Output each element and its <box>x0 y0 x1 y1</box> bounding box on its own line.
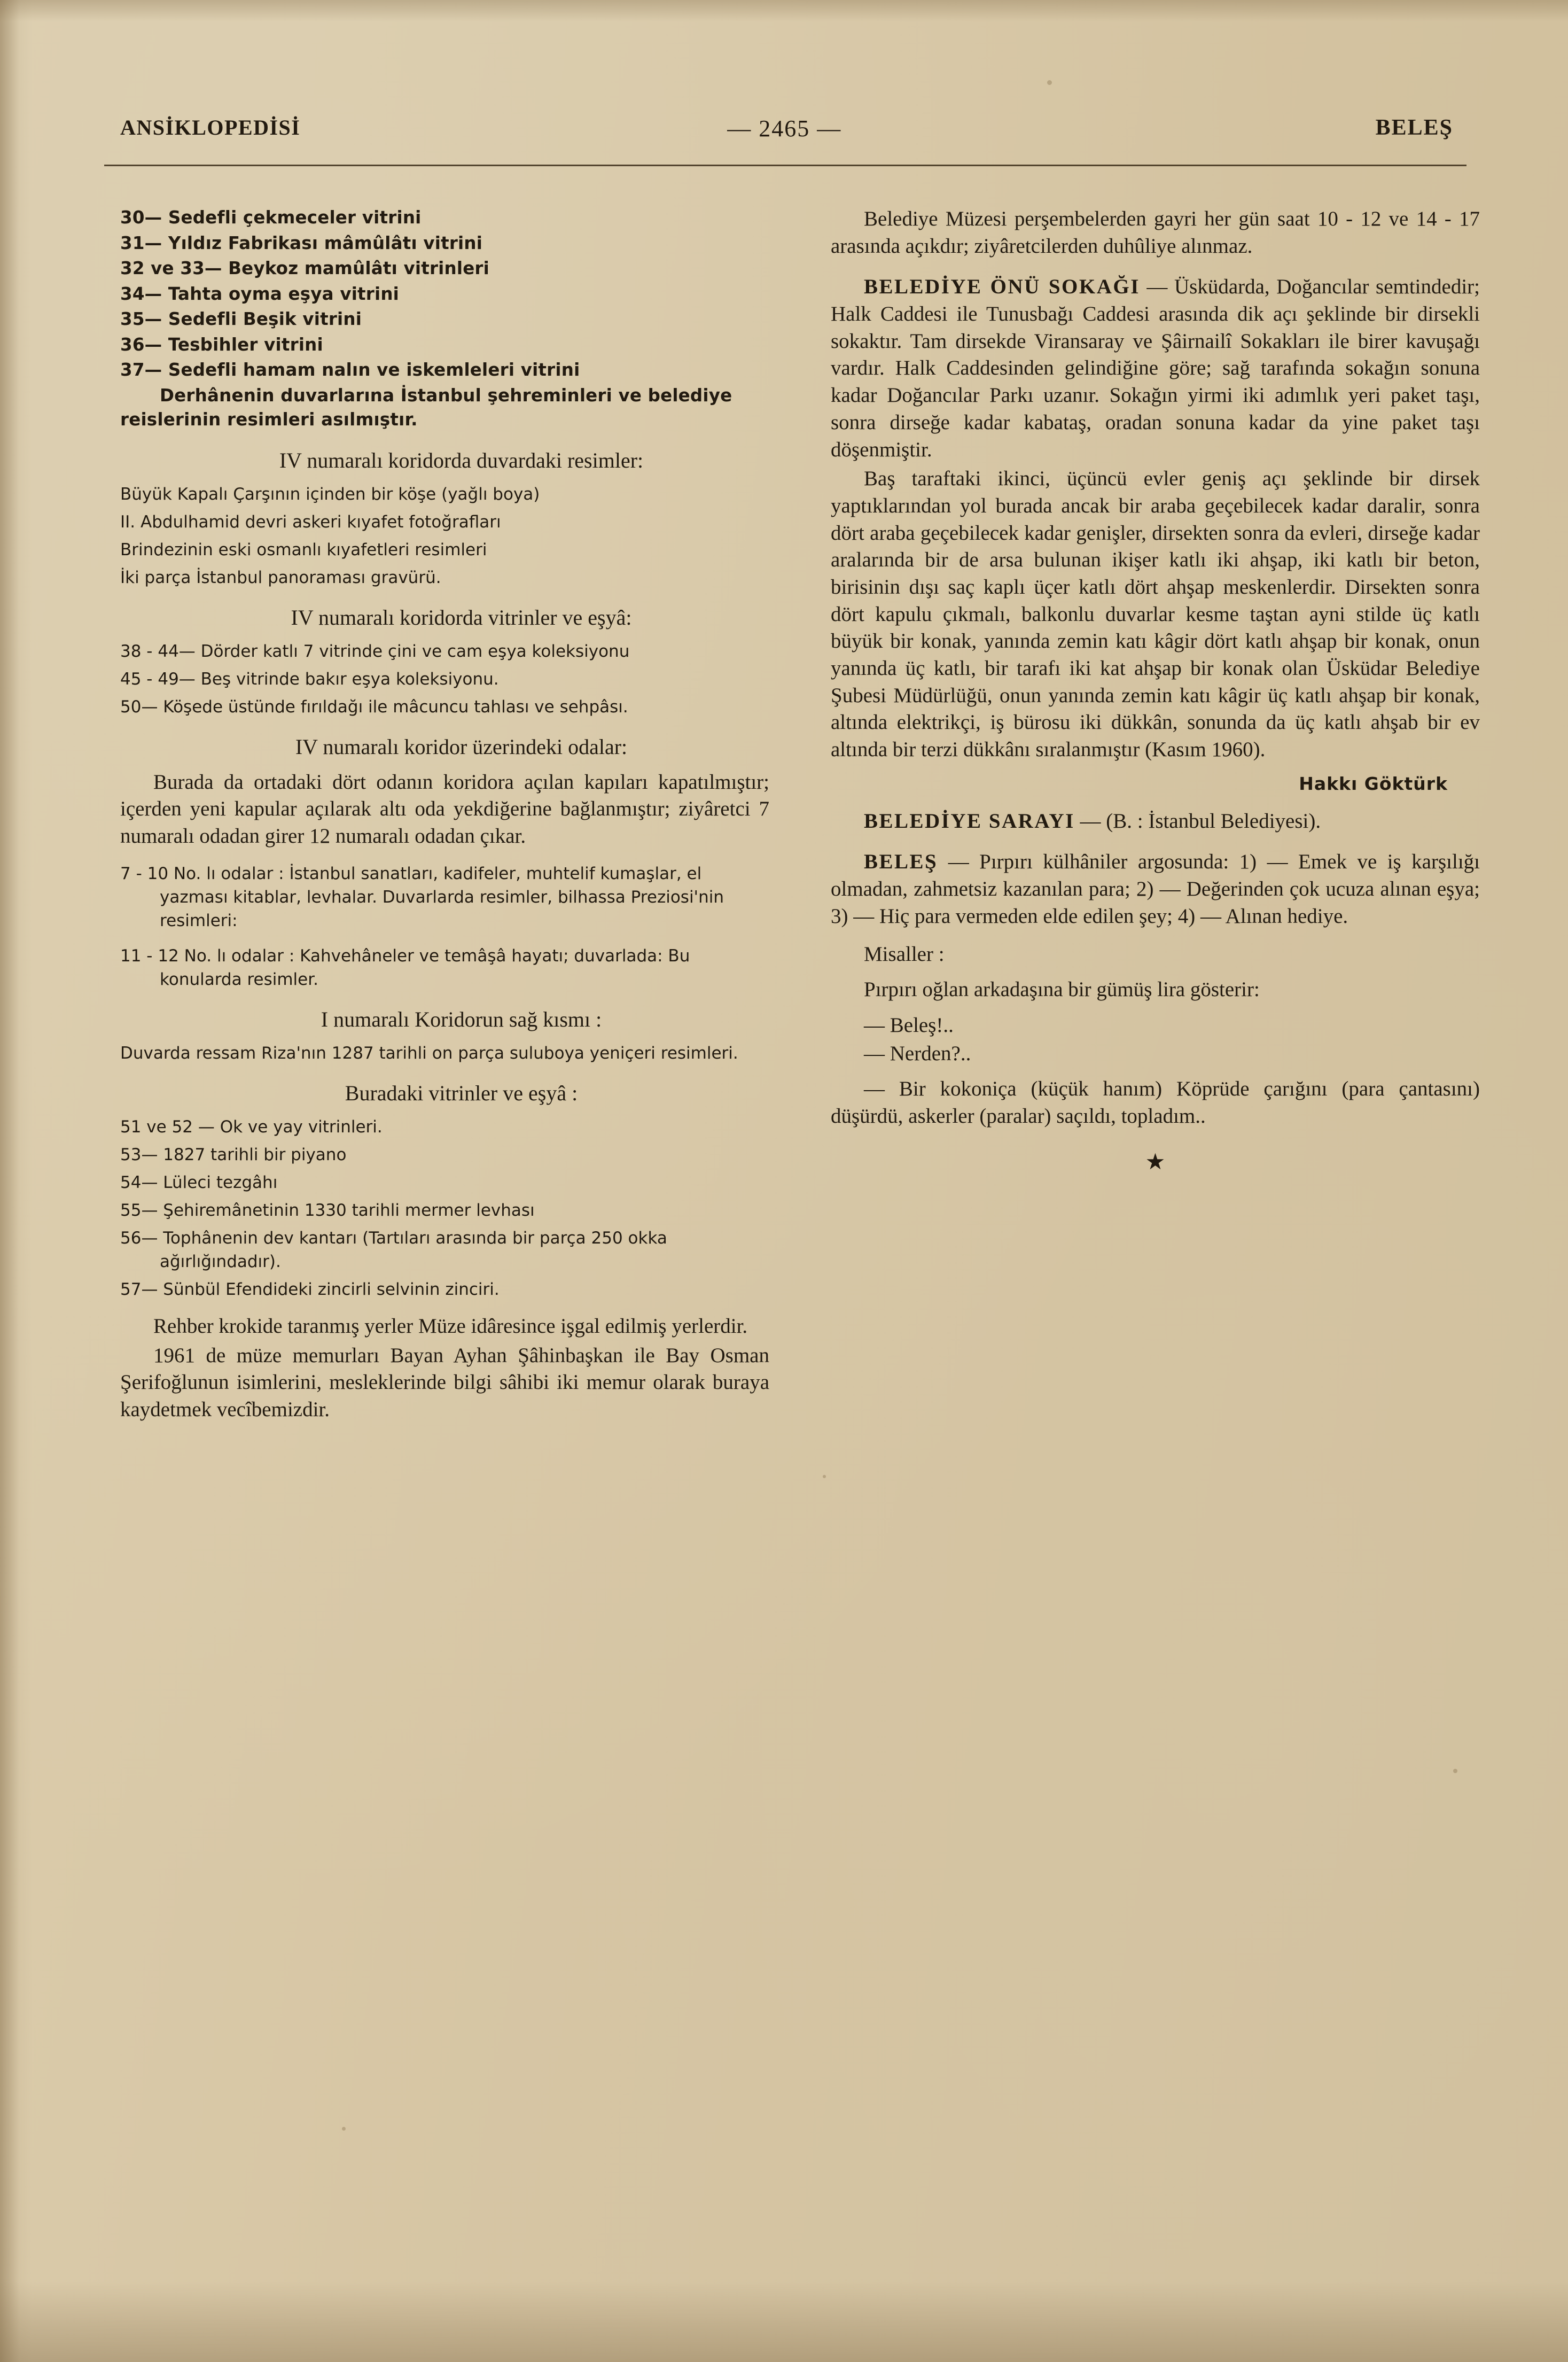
paragraph: — Bir kokoniça (küçük hanım) Köprüde çarığını (para çantasını) düşürdü, askerler (paralar) saçıldı, topladım.. <box>831 1077 1480 1128</box>
paper-edge-shadow-top <box>0 0 1568 21</box>
list-item: 35— Sedefli Beşik vitrini <box>120 309 362 329</box>
paper-edge-shadow-bottom <box>0 2282 1568 2362</box>
note-line: 7 - 10 No. lı odalar : İstanbul sanatları, kadifeler, muhtelif kumaşlar, el yazması kitablar, levhalar. Duvarlarda resimler, bilhassa Preziosi'nin resimleri: <box>120 864 724 930</box>
paragraph: Rehber krokide taranmış yerler Müze idâresince işgal edilmiş yerlerdir. <box>153 1314 748 1338</box>
running-head <box>120 115 1453 147</box>
left-column <box>120 206 769 1426</box>
section-heading: IV numaralı koridorda vitrinler ve eşyâ: <box>291 605 632 630</box>
section-heading: IV numaralı koridor üzerindeki odalar: <box>295 734 628 759</box>
paper-speck <box>1453 1769 1457 1773</box>
list-item: 32 ve 33— Beykoz mamûlâtı vitrinleri <box>120 258 490 278</box>
entry-headword: BELEDİYE ÖNÜ SOKAĞI <box>864 275 1140 299</box>
paragraph: Burada da ortadaki dört odanın koridora açılan kapıları kapatılmıştır; içerden yeni kapular açılarak altı oda yekdiğerine bağlanmıştır; ziyâretci 7 numaralı odadan girer 12 numaralı odadan çıkar. <box>120 770 769 848</box>
note-line: Duvarda ressam Riza'nın 1287 tarihli on parça suluboya yeniçeri resimleri. <box>120 1043 738 1063</box>
paper-edge-shadow-left <box>0 0 32 2362</box>
entry-headword: BELEŞ <box>864 850 938 874</box>
list-item: 45 - 49— Beş vitrinde bakır eşya koleksiyonu. <box>120 669 499 689</box>
paper-speck <box>342 2127 346 2131</box>
paper-speck <box>823 1475 826 1478</box>
paragraph: Pırpırı oğlan arkadaşına bir gümüş lira gösterir: <box>864 978 1260 1001</box>
note-line: II. Abdulhamid devri askeri kıyafet fotoğrafları <box>120 512 501 532</box>
entry-belediye-sarayi <box>831 808 1480 835</box>
entry-body: — Pırpırı külhâniler argosunda: 1) — Emek ve iş karşılığı olmadan, zahmetsiz kazanılan para; 2) — Değerinden çok ucuza alınan eşya; 3) — Hiç para vermeden elde edilen şey; 4) — Alınan hediye. <box>831 850 1480 928</box>
list-item: 51 ve 52 — Ok ve yay vitrinleri. <box>120 1117 383 1137</box>
list-item: 50— Köşede üstünde fırıldağı ile mâcuncu tahlası ve sehpâsı. <box>120 697 628 717</box>
list-item: 36— Tesbihler vitrini <box>120 334 323 355</box>
list-item: 31— Yıldız Fabrikası mâmûlâtı vitrini <box>120 232 483 253</box>
paragraph: Belediye Müzesi perşembelerden gayri her gün saat 10 - 12 ve 14 - 17 arasında açıkdır; ziyâretcilerden duhûliye alınmaz. <box>831 207 1480 258</box>
dialogue-line: — Nerden?.. <box>864 1042 971 1065</box>
list-item: 55— Şehiremânetinin 1330 tarihli mermer levhası <box>120 1200 535 1220</box>
entry-body: — Üsküdarda, Doğancılar semtindedir; Halk Caddesi ile Tunusbağı Caddesi arasında dik açı şeklinde bir dirsekli sokaktır. Tam dirsekde Viransaray ve Şâirnailî Sokakları ile birer kavuşağı vardır. Halk Caddesinden gelindiğine göre; sağ tarafında sokağın sonuna kadar Doğancılar Parkı uzanır. Sokağın yirmi iki adımlık yeri paket taşı, sonra dirseğe kadar kabataş, oradan sonuna kadar da yine paket taşı döşenmiştir. <box>831 275 1480 461</box>
byline: Hakkı Göktürk <box>1299 773 1448 794</box>
dialogue-line: — Beleş!.. <box>864 1013 954 1037</box>
header-rule <box>104 165 1466 166</box>
section-heading: IV numaralı koridorda duvardaki resimler: <box>279 448 644 472</box>
entry-headword: BELEDİYE SARAYI <box>864 809 1075 833</box>
list-item: 30— Sedefli çekmeceler vitrini <box>120 207 422 228</box>
list-item: 37— Sedefli hamam nalın ve iskemleleri vitrini <box>120 360 580 380</box>
running-head-left: ANSİKLOPEDİSİ <box>120 115 301 139</box>
section-heading: Buradaki vitrinler ve eşyâ : <box>345 1081 578 1105</box>
right-column <box>831 206 1480 1175</box>
misaller-label: Misaller : <box>864 942 945 966</box>
note-line: İki parça İstanbul panoraması gravürü. <box>120 568 441 587</box>
paragraph: 1961 de müze memurları Bayan Ayhan Şâhinbaşkan ile Bay Osman Şerifoğlunun isimlerini, mesleklerinde bilgi sâhibi iki memur olarak buraya kaydetmek vecîbemizdir. <box>120 1343 769 1421</box>
list-item: 54— Lüleci tezgâhı <box>120 1172 278 1192</box>
paper-speck <box>1047 80 1052 85</box>
list-item: 34— Tahta oyma eşya vitrini <box>120 283 400 304</box>
entry-beles <box>831 849 1480 930</box>
list-tail-note: Derhânenin duvarlarına İstanbul şehreminleri ve belediye reislerinin resimleri asılmıştır. <box>120 385 732 430</box>
list-item: 56— Tophânenin dev kantarı (Tartıları arasında bir parça 250 okka ağırlığındadır). <box>120 1228 667 1271</box>
note-line: 11 - 12 No. lı odalar : Kahvehâneler ve temâşâ hayatı; duvarlada: Bu konularda resimler. <box>120 946 690 989</box>
list-item: 38 - 44— Dörder katlı 7 vitrinde çini ve cam eşya koleksiyonu <box>120 641 630 661</box>
paragraph: Baş taraftaki ikinci, üçüncü evler geniş açı şeklinde bir dirsek yaptıklarından yol burada ancak bir araba geçebilecek kadar daralir, sonra dört araba geçebilecek kadar genişler, dirsekten sonra da evleri, dirseğe kadar aralarında bir de arsa bulunan ikişer katlı iki ahşap, iki katlı bir beton, birisinin dışı saç kaplı üçer katlı dört ahşap meskenlerdir. Dirsekten sonra dört kapulu çıkmalı, balkonlu duvarlar kesme taştan ayni stilde üç katlı büyük bir konak, yanında zemin katı kâgir dört katlı ahşap bir konak, onun yanında üç katlı, bir tarafı iki kat ahşap bir konak olan Üsküdar Belediye Şubesi Müdürlüğü, onun yanında zemin katı kâgir üç katlı ahşap bir konak, altında elektrikçi, iş bürosu iki dükkân, sonunda da üç katlı ahşab bir ev altında bir terzi dükkânı sıralanmıştır (Kasım 1960). <box>831 467 1480 762</box>
running-head-right: BELEŞ <box>1375 115 1453 140</box>
list-item: 57— Sünbül Efendideki zincirli selvinin zinciri. <box>120 1279 500 1299</box>
note-line: Büyük Kapalı Çarşının içinden bir köşe (yağlı boya) <box>120 484 540 504</box>
entry-belediye-onu-sokagi <box>831 274 1480 463</box>
entry-body: — (B. : İstanbul Belediyesi). <box>1074 809 1321 833</box>
list-item: 53— 1827 tarihli bir piyano <box>120 1145 347 1164</box>
section-heading: I numaralı Koridorun sağ kısmı : <box>321 1007 602 1031</box>
section-divider-star: ★ <box>1145 1149 1166 1175</box>
page-number: — 2465 — <box>727 115 842 142</box>
note-line: Brindezinin eski osmanlı kıyafetleri resimleri <box>120 540 487 560</box>
